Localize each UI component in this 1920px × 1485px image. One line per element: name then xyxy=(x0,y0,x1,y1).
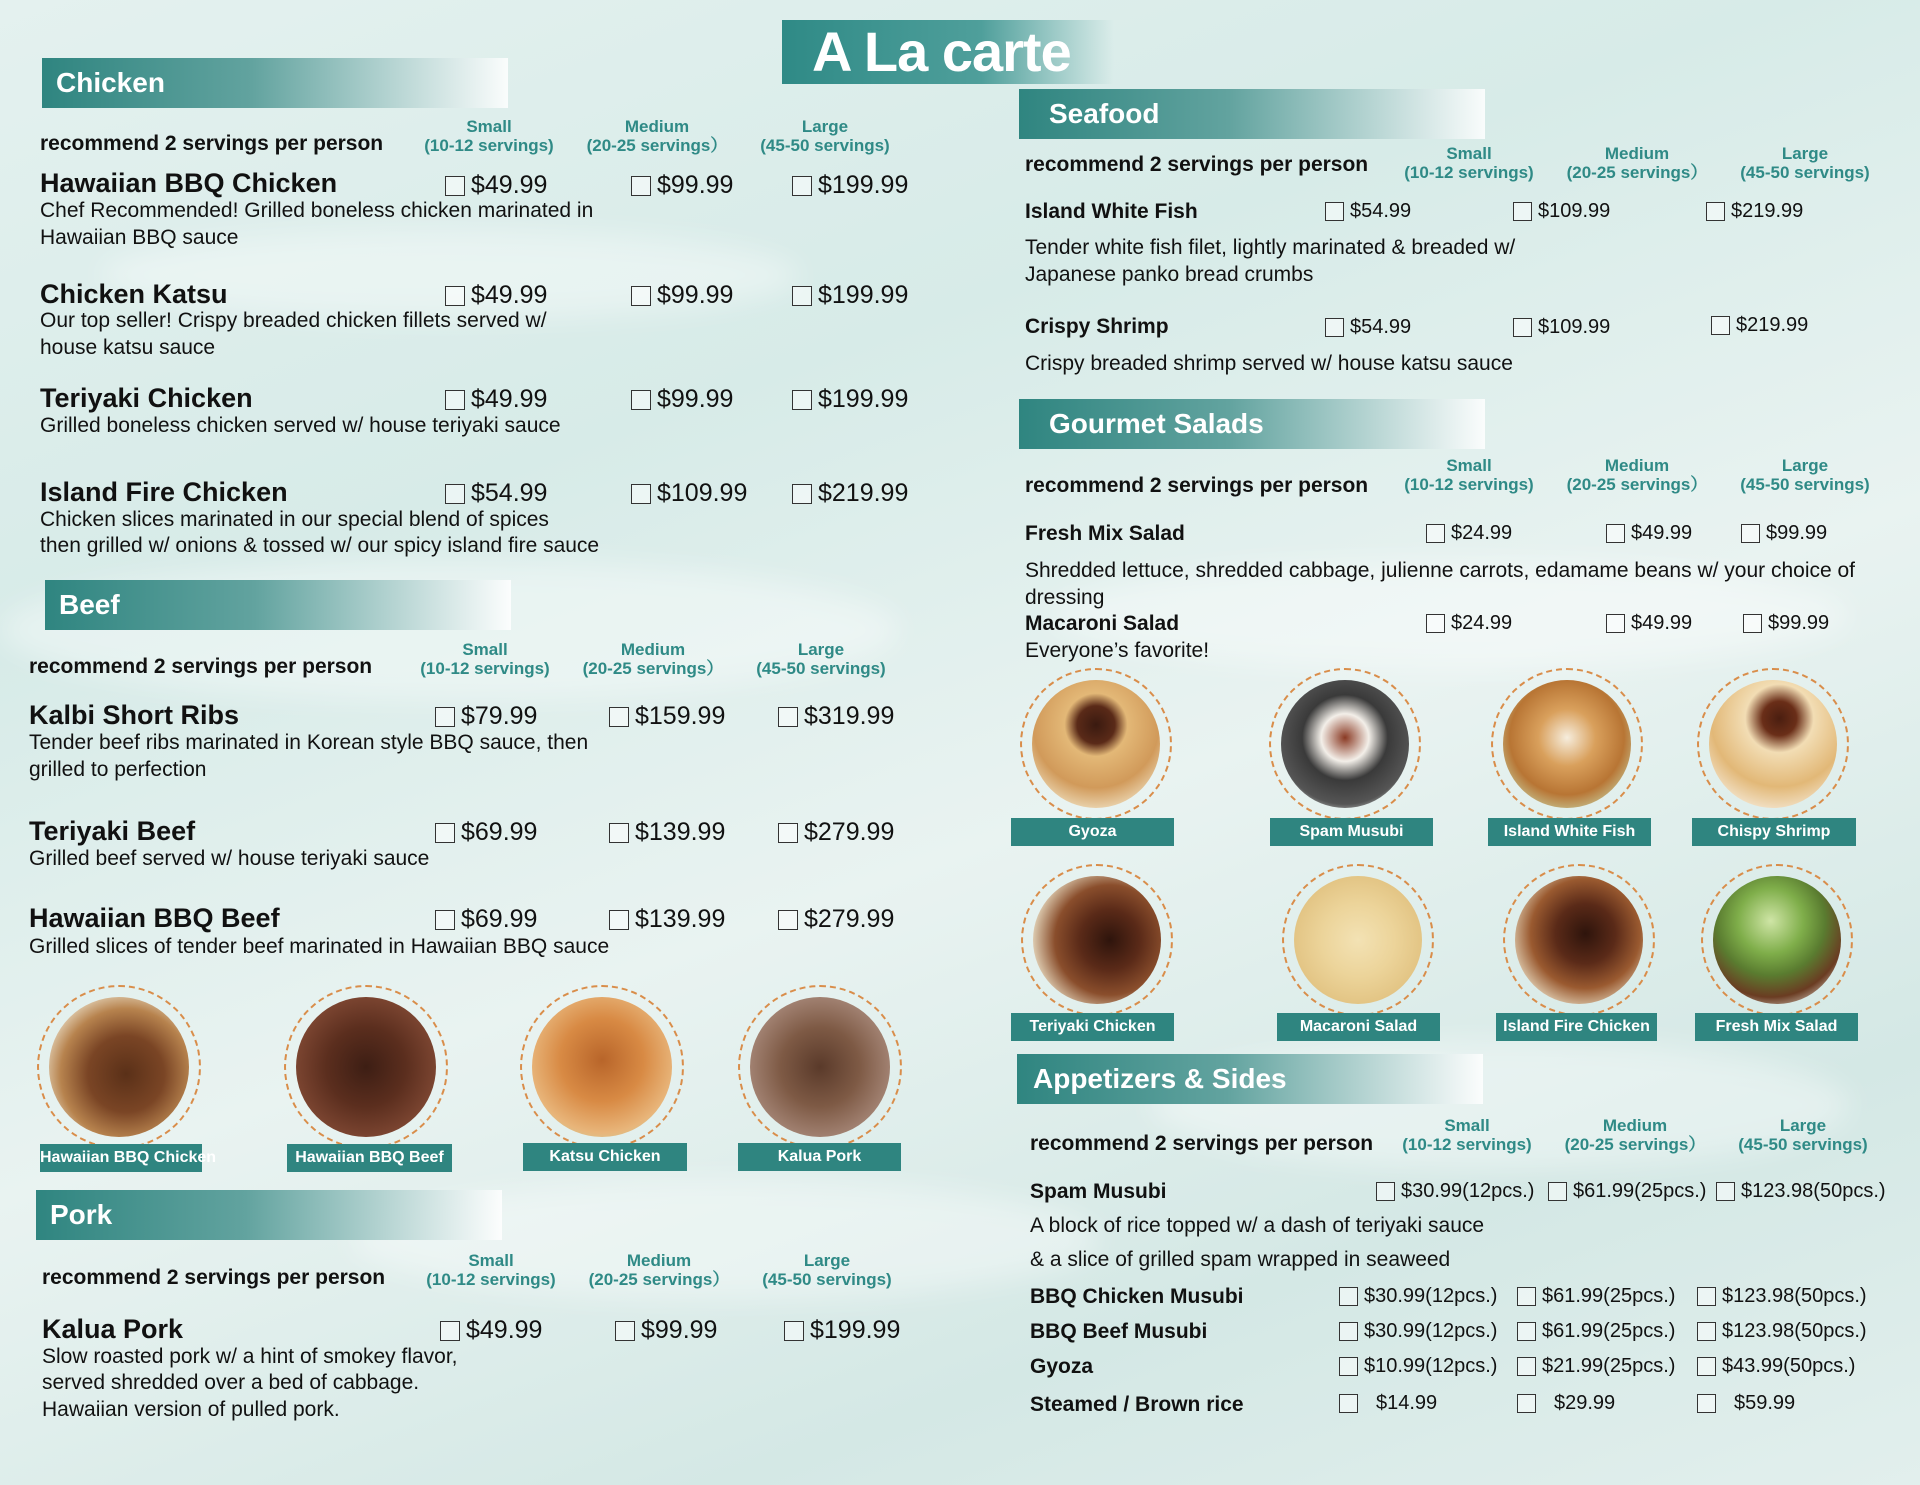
food-photo xyxy=(1503,864,1655,1016)
photo-label: Island White Fish xyxy=(1488,818,1651,846)
food-photo xyxy=(1021,864,1173,1016)
price-large[interactable]: $219.99 xyxy=(1711,314,1808,337)
size-label-small: Small (10-12 servings) xyxy=(1402,1116,1532,1154)
checkbox[interactable] xyxy=(1517,1357,1536,1376)
checkbox[interactable] xyxy=(778,707,798,727)
section-header-pork: Pork xyxy=(36,1190,502,1240)
checkbox[interactable] xyxy=(1339,1357,1358,1376)
price-medium[interactable]: $99.99 xyxy=(631,281,733,310)
item-description: served shredded over a bed of cabbage. xyxy=(42,1371,420,1394)
checkbox[interactable] xyxy=(1376,1182,1395,1201)
price-small[interactable]: $30.99(12pcs.) xyxy=(1376,1180,1534,1203)
checkbox[interactable] xyxy=(1606,524,1625,543)
checkbox[interactable] xyxy=(1517,1322,1536,1341)
checkbox[interactable] xyxy=(1548,1182,1567,1201)
checkbox[interactable] xyxy=(1697,1357,1716,1376)
checkbox[interactable] xyxy=(1339,1287,1358,1306)
price-large[interactable]: $199.99 xyxy=(792,385,908,414)
price-large[interactable]: $279.99 xyxy=(778,905,894,934)
size-label-small: Small (10-12 servings) xyxy=(1404,456,1534,494)
food-photo xyxy=(37,985,201,1149)
item-description: Tender white fish filet, lightly marinated & breaded w/ Japanese panko bread crumbs xyxy=(1025,236,1516,286)
size-label-large: Large (45-50 servings) xyxy=(760,117,890,155)
item-name: BBQ Chicken Musubi xyxy=(1030,1285,1244,1308)
food-photo xyxy=(1020,668,1172,820)
price-small[interactable]: $54.99 xyxy=(1325,316,1411,339)
size-label-medium: Medium (20-25 servings） xyxy=(586,117,728,155)
food-photo xyxy=(1701,864,1853,1016)
checkbox[interactable] xyxy=(631,286,651,306)
item-name: BBQ Beef Musubi xyxy=(1030,1320,1208,1343)
item-description: Slow roasted pork w/ a hint of smokey flavor, xyxy=(42,1345,458,1368)
checkbox[interactable] xyxy=(1339,1322,1358,1341)
item-description: Everyone’s favorite! xyxy=(1025,639,1210,662)
section-header-salads: Gourmet Salads xyxy=(1019,399,1485,449)
price-large[interactable]: $199.99 xyxy=(792,281,908,310)
item-name: Island White Fish xyxy=(1025,200,1198,223)
checkbox[interactable] xyxy=(792,390,812,410)
food-photo xyxy=(1269,668,1421,820)
price-small[interactable]: $79.99 xyxy=(435,702,537,731)
price-medium[interactable]: $49.99 xyxy=(1606,612,1692,635)
checkbox[interactable] xyxy=(445,484,465,504)
size-label-small: Small (10-12 servings) xyxy=(420,640,550,678)
checkbox[interactable] xyxy=(609,707,629,727)
checkbox[interactable] xyxy=(1325,202,1344,221)
photo-label: Fresh Mix Salad xyxy=(1695,1013,1858,1041)
price-small[interactable]: $69.99 xyxy=(435,905,537,934)
price-large[interactable]: $123.98(50pcs.) xyxy=(1697,1320,1867,1343)
checkbox[interactable] xyxy=(1697,1287,1716,1306)
price-small[interactable]: $24.99 xyxy=(1426,522,1512,545)
price-small[interactable]: $14.99 xyxy=(1339,1392,1437,1415)
price-large[interactable]: $219.99 xyxy=(792,479,908,508)
checkbox[interactable] xyxy=(631,390,651,410)
item-name: Macaroni Salad xyxy=(1025,612,1180,635)
checkbox[interactable] xyxy=(435,823,455,843)
price-large[interactable]: $99.99 xyxy=(1743,612,1829,635)
recommend-note: recommend 2 servings per person xyxy=(40,132,384,155)
checkbox[interactable] xyxy=(778,823,798,843)
checkbox[interactable] xyxy=(1741,524,1760,543)
price-medium[interactable]: $61.99(25pcs.) xyxy=(1517,1285,1675,1308)
price-small[interactable]: $30.99(12pcs.) xyxy=(1339,1285,1497,1308)
size-label-medium: Medium (20-25 servings） xyxy=(1566,456,1708,494)
checkbox[interactable] xyxy=(615,1321,635,1341)
price-small[interactable]: $49.99 xyxy=(445,171,547,200)
checkbox[interactable] xyxy=(1716,1182,1735,1201)
item-description: Grilled boneless chicken served w/ house teriyaki sauce xyxy=(40,414,561,437)
photo-label: Spam Musubi xyxy=(1270,818,1433,846)
item-description: Hawaiian version of pulled pork. xyxy=(42,1398,340,1421)
item-description: A block of rice topped w/ a dash of teriyaki sauce xyxy=(1030,1214,1485,1237)
item-name: Hawaiian BBQ Beef xyxy=(29,903,280,933)
food-photo xyxy=(1491,668,1643,820)
checkbox[interactable] xyxy=(1325,318,1344,337)
item-name: Gyoza xyxy=(1030,1355,1094,1378)
price-medium[interactable]: $29.99 xyxy=(1517,1392,1615,1415)
checkbox[interactable] xyxy=(1517,1394,1536,1413)
price-medium[interactable]: $139.99 xyxy=(609,905,725,934)
item-description: Chicken slices marinated in our special blend of spices xyxy=(40,508,549,531)
price-small[interactable]: $49.99 xyxy=(445,281,547,310)
size-label-large: Large (45-50 servings) xyxy=(762,1251,892,1289)
item-description: Tender beef ribs marinated in Korean style BBQ sauce, then grilled to perfection xyxy=(29,731,589,781)
size-label-medium: Medium (20-25 servings） xyxy=(588,1251,730,1289)
checkbox[interactable] xyxy=(1513,202,1532,221)
size-label-large: Large (45-50 servings) xyxy=(756,640,886,678)
price-medium[interactable]: $61.99(25pcs.) xyxy=(1548,1180,1706,1203)
food-photo xyxy=(1697,668,1849,820)
price-medium[interactable]: $21.99(25pcs.) xyxy=(1517,1355,1675,1378)
price-medium[interactable]: $109.99 xyxy=(1513,200,1610,223)
price-large[interactable]: $43.99(50pcs.) xyxy=(1697,1355,1855,1378)
size-label-small: Small (10-12 servings) xyxy=(426,1251,556,1289)
photo-label: Hawaiian BBQ Beef xyxy=(287,1144,452,1172)
item-name: Teriyaki Beef xyxy=(29,816,196,846)
page-title: A La carte xyxy=(782,20,1114,84)
item-name: Chicken Katsu xyxy=(40,279,228,309)
item-name: Spam Musubi xyxy=(1030,1180,1167,1203)
price-large[interactable]: $319.99 xyxy=(778,702,894,731)
price-large[interactable]: $59.99 xyxy=(1697,1392,1795,1415)
food-photo xyxy=(738,985,902,1149)
size-label-medium: Medium (20-25 servings） xyxy=(1566,144,1708,182)
checkbox[interactable] xyxy=(784,1321,804,1341)
photo-label: Teriyaki Chicken xyxy=(1011,1013,1174,1041)
food-photo xyxy=(1282,864,1434,1016)
checkbox[interactable] xyxy=(1697,1394,1716,1413)
checkbox[interactable] xyxy=(631,176,651,196)
checkbox[interactable] xyxy=(435,910,455,930)
item-name: Kalua Pork xyxy=(42,1314,184,1344)
checkbox[interactable] xyxy=(1711,316,1730,335)
checkbox[interactable] xyxy=(1339,1394,1358,1413)
price-medium[interactable]: $61.99(25pcs.) xyxy=(1517,1320,1675,1343)
section-header-seafood: Seafood xyxy=(1019,89,1485,139)
photo-label: Hawaiian BBQ Chicken xyxy=(40,1144,202,1172)
checkbox[interactable] xyxy=(440,1321,460,1341)
recommend-note: recommend 2 servings per person xyxy=(1025,153,1369,176)
checkbox[interactable] xyxy=(609,910,629,930)
item-name: Hawaiian BBQ Chicken xyxy=(40,168,338,198)
size-label-large: Large (45-50 servings) xyxy=(1738,1116,1868,1154)
photo-label: Gyoza xyxy=(1011,818,1174,846)
checkbox[interactable] xyxy=(631,484,651,504)
item-description: Grilled slices of tender beef marinated in Hawaiian BBQ sauce xyxy=(29,935,610,958)
price-small[interactable]: $10.99(12pcs.) xyxy=(1339,1355,1497,1378)
photo-label: Katsu Chicken xyxy=(523,1143,687,1171)
item-description: Grilled beef served w/ house teriyaki sauce xyxy=(29,847,430,870)
size-label-small: Small (10-12 servings) xyxy=(424,117,554,155)
checkbox[interactable] xyxy=(445,176,465,196)
price-small[interactable]: $49.99 xyxy=(440,1316,542,1345)
checkbox[interactable] xyxy=(445,286,465,306)
photo-label: Island Fire Chicken xyxy=(1496,1013,1657,1041)
price-large[interactable]: $123.98(50pcs.) xyxy=(1716,1180,1886,1203)
item-name: Steamed / Brown rice xyxy=(1030,1393,1244,1416)
item-name: Island Fire Chicken xyxy=(40,477,288,507)
price-medium[interactable]: $159.99 xyxy=(609,702,725,731)
price-small[interactable]: $54.99 xyxy=(445,479,547,508)
photo-label: Chispy Shrimp xyxy=(1692,818,1856,846)
checkbox[interactable] xyxy=(445,390,465,410)
size-label-large: Large (45-50 servings) xyxy=(1740,456,1870,494)
price-small[interactable]: $69.99 xyxy=(435,818,537,847)
price-medium[interactable]: $99.99 xyxy=(631,171,733,200)
checkbox[interactable] xyxy=(1606,614,1625,633)
item-description: Chef Recommended! Grilled boneless chicken marinated in Hawaiian BBQ sauce xyxy=(40,199,594,249)
item-name: Fresh Mix Salad xyxy=(1025,522,1185,545)
item-description: Shredded lettuce, shredded cabbage, julienne carrots, edamame beans w/ your choice of dressing xyxy=(1025,559,1856,609)
price-medium[interactable]: $109.99 xyxy=(1513,316,1610,339)
item-description: Crispy breaded shrimp served w/ house katsu sauce xyxy=(1025,352,1513,375)
price-large[interactable]: $99.99 xyxy=(1741,522,1827,545)
price-large[interactable]: $199.99 xyxy=(784,1316,900,1345)
price-medium[interactable]: $109.99 xyxy=(631,479,747,508)
item-description: Our top seller! Crispy breaded chicken fillets served w/ house katsu sauce xyxy=(40,309,547,359)
checkbox[interactable] xyxy=(435,707,455,727)
checkbox[interactable] xyxy=(1513,318,1532,337)
photo-label: Kalua Pork xyxy=(738,1143,901,1171)
recommend-note: recommend 2 servings per person xyxy=(29,655,373,678)
price-large[interactable]: $199.99 xyxy=(792,171,908,200)
size-label-small: Small (10-12 servings) xyxy=(1404,144,1534,182)
item-description: then grilled w/ onions & tossed w/ our spicy island fire sauce xyxy=(40,534,600,557)
price-small[interactable]: $49.99 xyxy=(445,385,547,414)
food-photo xyxy=(520,985,684,1149)
size-label-medium: Medium (20-25 servings） xyxy=(1564,1116,1706,1154)
price-large[interactable]: $279.99 xyxy=(778,818,894,847)
checkbox[interactable] xyxy=(1697,1322,1716,1341)
section-header-appetizers: Appetizers & Sides xyxy=(1017,1054,1483,1104)
price-large[interactable]: $219.99 xyxy=(1706,200,1803,223)
price-medium[interactable]: $139.99 xyxy=(609,818,725,847)
section-header-chicken: Chicken xyxy=(42,58,508,108)
item-name: Kalbi Short Ribs xyxy=(29,700,240,730)
price-medium[interactable]: $99.99 xyxy=(615,1316,717,1345)
checkbox[interactable] xyxy=(1743,614,1762,633)
checkbox[interactable] xyxy=(1426,614,1445,633)
size-label-medium: Medium (20-25 servings） xyxy=(582,640,724,678)
item-name: Teriyaki Chicken xyxy=(40,383,253,413)
checkbox[interactable] xyxy=(792,176,812,196)
price-large[interactable]: $123.98(50pcs.) xyxy=(1697,1285,1867,1308)
price-small[interactable]: $24.99 xyxy=(1426,612,1512,635)
recommend-note: recommend 2 servings per person xyxy=(1030,1132,1374,1155)
checkbox[interactable] xyxy=(1517,1287,1536,1306)
food-photo xyxy=(284,985,448,1149)
recommend-note: recommend 2 servings per person xyxy=(1025,474,1369,497)
photo-label: Macaroni Salad xyxy=(1277,1013,1440,1041)
checkbox[interactable] xyxy=(792,484,812,504)
price-medium[interactable]: $99.99 xyxy=(631,385,733,414)
item-description: & a slice of grilled spam wrapped in seaweed xyxy=(1030,1248,1451,1271)
checkbox[interactable] xyxy=(1426,524,1445,543)
section-header-beef: Beef xyxy=(45,580,511,630)
price-small[interactable]: $54.99 xyxy=(1325,200,1411,223)
price-small[interactable]: $30.99(12pcs.) xyxy=(1339,1320,1497,1343)
size-label-large: Large (45-50 servings) xyxy=(1740,144,1870,182)
checkbox[interactable] xyxy=(778,910,798,930)
checkbox[interactable] xyxy=(609,823,629,843)
checkbox[interactable] xyxy=(1706,202,1725,221)
recommend-note: recommend 2 servings per person xyxy=(42,1266,386,1289)
price-medium[interactable]: $49.99 xyxy=(1606,522,1692,545)
item-name: Crispy Shrimp xyxy=(1025,315,1169,338)
checkbox[interactable] xyxy=(792,286,812,306)
